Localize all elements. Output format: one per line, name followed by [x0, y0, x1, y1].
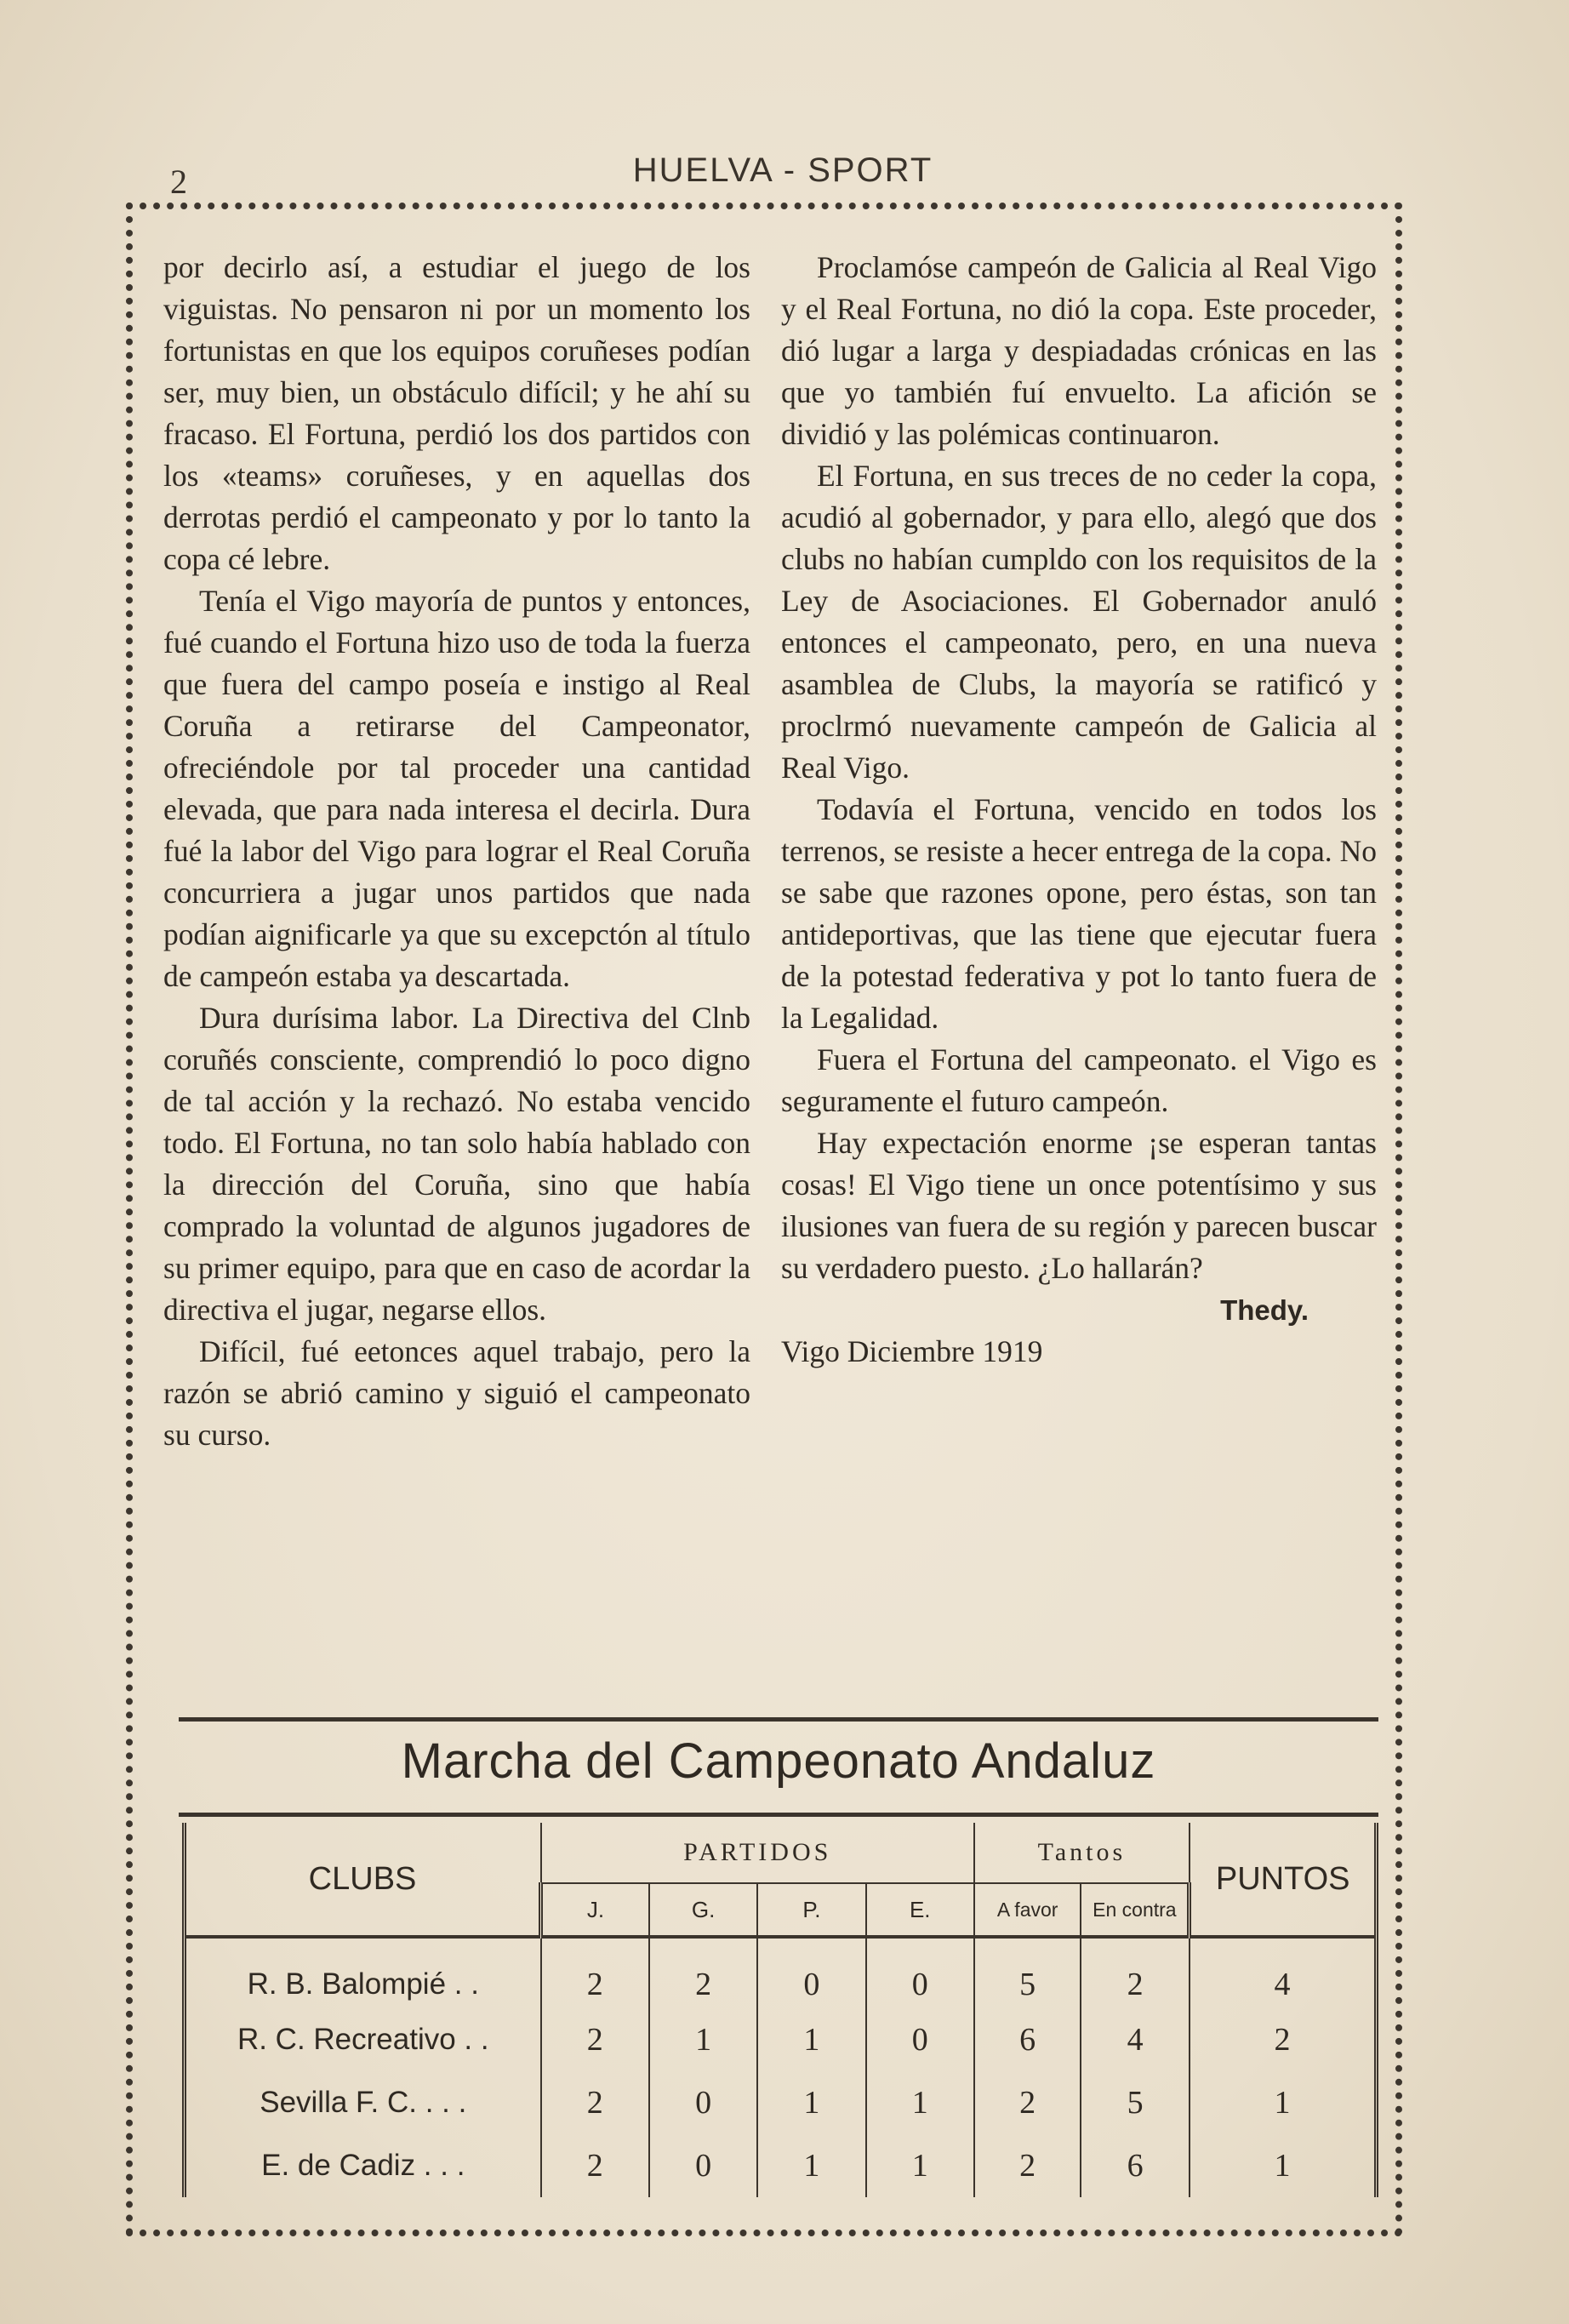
cell-a-favor: 2 [974, 2134, 1081, 2197]
cell-en-contra: 4 [1081, 2007, 1190, 2070]
standings-title: Marcha del Campeonato Andaluz [401, 1733, 1156, 1789]
cell-g: 0 [649, 2134, 757, 2197]
table-row [185, 2071, 1377, 2134]
author-signature: Thedy. [1220, 1294, 1309, 1326]
article-paragraph: Fuera el Fortuna del campeonato. el Vigo es seguramente el futuro campeón. [781, 1042, 1377, 1118]
article-right-column [781, 247, 1377, 1373]
article-paragraph: por decirlo así, a estudiar el juego de los viguistas. No pensaron ni por un momento los fortunistas en que los equipos coruñeses podían ser, muy bien, un obstáculo difícil; y he ahí su fracaso. El Fortuna, perdió los dos partidos con los «teams» coruñeses, y en aquellas dos derrotas perdió el campeonato y por lo tanto la copa cé lebre. [163, 250, 750, 576]
cell-en-contra: 6 [1081, 2134, 1190, 2197]
header-perdidos: P. [757, 1883, 865, 1937]
cell-e: 1 [866, 2071, 974, 2134]
cell-p: 0 [757, 1937, 865, 2007]
header-tantos: Tantos [974, 1823, 1190, 1883]
article-left-column [163, 247, 750, 1456]
header-clubs: CLUBS [185, 1823, 541, 1937]
header-en-contra: En contra [1081, 1883, 1190, 1937]
article-paragraph: Hay expectación enorme ¡se esperan tantas cosas! El Vigo tiene un once potentísimo y sus ilusiones van fuera de su región y parecen buscar su verdadero puesto. ¿Lo hallarán? [781, 1126, 1377, 1285]
header-a-favor: A favor [974, 1883, 1081, 1937]
cell-j: 2 [541, 1937, 649, 2007]
section-divider [179, 1813, 1378, 1817]
cell-a-favor: 6 [974, 2007, 1081, 2070]
cell-g: 1 [649, 2007, 757, 2070]
club-name: R. C. Recreativo . . [185, 2007, 541, 2070]
cell-g: 2 [649, 1937, 757, 2007]
cell-en-contra: 2 [1081, 1937, 1190, 2007]
cell-p: 1 [757, 2134, 865, 2197]
standings-table [182, 1823, 1378, 2197]
table-row [185, 2134, 1377, 2197]
cell-j: 2 [541, 2071, 649, 2134]
table-row [185, 2007, 1377, 2070]
cell-e: 0 [866, 1937, 974, 2007]
cell-p: 1 [757, 2071, 865, 2134]
page-number: 2 [170, 163, 187, 201]
article-dateline: Vigo Diciembre 1919 [781, 1334, 1043, 1368]
cell-a-favor: 2 [974, 2071, 1081, 2134]
article-paragraph: El Fortuna, en sus treces de no ceder la copa, acudió al gobernador, y para ello, alegó que dos clubs no habían cumpldo con los requisitos de la Ley de Asociaciones. El Gobernador anuló entonces el campeonato, pero, en una nueva asamblea de Clubs, la mayoría se ratificó y proclrmó nuevamente campeón de Galicia al Real Vigo. [781, 459, 1377, 785]
table-row [185, 1937, 1377, 2007]
cell-g: 0 [649, 2071, 757, 2134]
cell-p: 1 [757, 2007, 865, 2070]
cell-puntos: 4 [1190, 1937, 1377, 2007]
cell-e: 1 [866, 2134, 974, 2197]
article-paragraph: Difícil, fué eetonces aquel trabajo, pero la razón se abrió camino y siguió el campeonato su curso. [163, 1334, 750, 1452]
article-paragraph: Todavía el Fortuna, vencido en todos los terrenos, se resiste a hecer entrega de la copa. No se sabe que razones opone, pero éstas, son tan antideportivas, que las tiene que ejecutar fuera de la potestad federativa y pot lo tanto fuera de la Legalidad. [781, 792, 1377, 1035]
header-jugados: J. [541, 1883, 649, 1937]
cell-puntos: 1 [1190, 2134, 1377, 2197]
header-partidos: PARTIDOS [541, 1823, 974, 1883]
cell-en-contra: 5 [1081, 2071, 1190, 2134]
article-paragraph: Dura durísima labor. La Directiva del Clnb coruñés consciente, comprendió lo poco digno de tal acción y la rechazó. No estaba vencido todo. El Fortuna, no tan solo había hablado con la dirección del Coruña, sino que había comprado la voluntad de algunos jugadores de su primer equipo, para que en caso de acordar la directiva el jugar, negarse ellos. [163, 1001, 750, 1327]
cell-puntos: 2 [1190, 2007, 1377, 2070]
cell-e: 0 [866, 2007, 974, 2070]
cell-j: 2 [541, 2007, 649, 2070]
club-name: Sevilla F. C. . . . [185, 2071, 541, 2134]
article-paragraph: Proclamóse campeón de Galicia al Real Vigo y el Real Fortuna, no dió la copa. Este proceder, dió lugar a larga y despiadadas crónicas en las que yo también fuí envuelto. La afición se dividió y las polémicas continuaron. [781, 250, 1377, 451]
club-name: R. B. Balompié . . [185, 1937, 541, 2007]
cell-j: 2 [541, 2134, 649, 2197]
header-puntos: PUNTOS [1190, 1823, 1377, 1937]
cell-a-favor: 5 [974, 1937, 1081, 2007]
article-paragraph: Tenía el Vigo mayoría de puntos y entonces, fué cuando el Fortuna hizo uso de toda la fuerza que fuera del campo poseía e instigo al Real Coruña a retirarse del Campeonator, ofreciéndole por tal proceder una cantidad elevada, que para nada interesa el decirla. Dura fué la labor del Vigo para lograr el Real Coruña concurriera a jugar unos partidos que nada podían aignificarle ya que su excepctón al título de campeón estaba ya descartada. [163, 584, 750, 993]
cell-puntos: 1 [1190, 2071, 1377, 2134]
header-empatados: E. [866, 1883, 974, 1937]
publication-title: HUELVA - SPORT [632, 151, 933, 189]
header-ganados: G. [649, 1883, 757, 1937]
club-name: E. de Cadiz . . . [185, 2134, 541, 2197]
section-divider [179, 1717, 1378, 1722]
